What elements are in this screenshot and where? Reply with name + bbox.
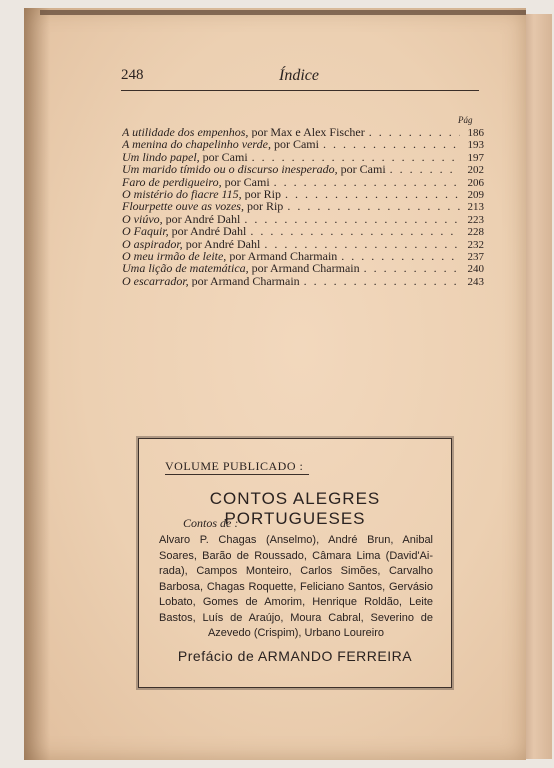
toc-entry-author: por Max e Alex Fischer <box>248 126 365 139</box>
toc-entry-page: 186 <box>467 127 484 139</box>
toc-entry <box>122 126 484 138</box>
page-column-label: Pág <box>458 115 473 125</box>
running-head: Índice <box>279 67 319 84</box>
box-subtitle: Contos de : <box>183 516 239 530</box>
table-of-contents <box>122 126 484 287</box>
toc-entry-page: 228 <box>467 226 484 238</box>
dot-leader <box>250 225 460 237</box>
toc-entry-title: O meu irmão de leite, <box>122 249 227 263</box>
dot-leader <box>369 126 460 138</box>
toc-entry-title: O viúvo, <box>122 212 163 226</box>
dot-leader <box>285 188 460 200</box>
toc-entry-title: Flourpette ouve as vozes, <box>122 200 244 213</box>
preface-credit: Prefácio de ARMANDO FERREIRA <box>177 648 413 664</box>
dot-leader <box>304 275 460 287</box>
toc-entry-page: 193 <box>467 139 484 151</box>
dot-leader <box>323 138 460 150</box>
toc-entry-page: 223 <box>467 213 484 226</box>
toc-entry <box>122 138 484 150</box>
toc-entry <box>122 163 484 175</box>
toc-entry-author: por Cami <box>270 138 319 151</box>
toc-entry-page: 209 <box>467 188 484 201</box>
toc-entry-title: A utilidade dos empenhos, <box>122 126 249 139</box>
toc-entry-page: 202 <box>467 164 484 176</box>
toc-entry-title: Uma lição de matemática, <box>122 262 249 275</box>
toc-entry <box>122 238 484 250</box>
toc-entry <box>122 188 484 200</box>
dot-leader <box>274 176 460 188</box>
toc-entry-title: O mistério do fiacre 115, <box>122 187 242 201</box>
toc-entry-author: por Cami <box>337 163 386 176</box>
dot-leader <box>341 250 460 262</box>
toc-entry-page: 240 <box>467 263 484 275</box>
toc-entry-page: 232 <box>467 238 484 250</box>
box-heading: VOLUME PUBLICADO : <box>165 459 304 473</box>
header-rule <box>121 90 479 91</box>
toc-entry-title: O Faquir, <box>122 225 169 238</box>
toc-entry-title: Um lindo papel, <box>122 150 200 164</box>
toc-entry-title: O escarrador, <box>122 274 189 288</box>
toc-entry-author: por Cami <box>221 175 270 188</box>
toc-entry-author: por Cami <box>199 150 248 164</box>
page-gutter-shadow <box>24 8 50 760</box>
dot-leader <box>244 213 460 225</box>
next-page-edge <box>522 14 552 759</box>
author-list: Alvaro P. Chagas (Anselmo), André Brun, Anibal Soares, Barão de Roussado, Câmara Lima (David'Ai-rada), Campos Monteiro, Carlos Simões, Carvalho Barbosa, Chagas Roquette, Feliciano Santos, Gervásio Lobato, Gomes de Amorim, Henrique Roldão, Leite Bastos, Luís de Araújo, Moura Cabral, Severino de Azevedo (Crispim), Urbano Loureiro <box>159 534 433 639</box>
toc-entry-author: por André Dahl <box>162 212 241 226</box>
book-title: CONTOS ALEGRES PORTUGUESES <box>209 489 381 528</box>
toc-entry-title: Faro de perdigueiro, <box>122 175 222 188</box>
toc-entry-page: 197 <box>467 151 484 164</box>
toc-entry-title: A menina do chapelinho verde, <box>122 138 271 151</box>
page-top-edge <box>40 10 526 15</box>
box-heading-underline <box>165 474 309 475</box>
toc-entry-title: O aspirador, <box>122 237 183 250</box>
dot-leader <box>252 151 460 163</box>
toc-entry-page: 243 <box>467 275 484 288</box>
toc-entry <box>122 151 484 163</box>
toc-entry-title: Um marido tímido ou o discurso inesperado, <box>122 163 338 176</box>
toc-entry <box>122 200 484 212</box>
toc-entry-author: por Armand Charmain <box>248 262 360 275</box>
dot-leader <box>287 200 460 212</box>
toc-entry-author: por André Dahl <box>182 237 261 250</box>
published-volume-box <box>138 438 452 688</box>
toc-entry-page: 206 <box>467 176 484 188</box>
toc-entry-author: por Rip <box>241 187 281 201</box>
dot-leader <box>390 163 460 175</box>
page-number: 248 <box>121 67 144 83</box>
toc-entry-author: por Rip <box>243 200 284 213</box>
toc-entry-page: 237 <box>467 250 484 263</box>
dot-leader <box>264 238 460 250</box>
toc-entry <box>122 225 484 237</box>
toc-entry <box>122 213 484 225</box>
toc-entry-author: por Armand Charmain <box>226 249 338 263</box>
toc-entry-page: 213 <box>467 201 484 213</box>
toc-entry-author: por André Dahl <box>168 225 247 238</box>
toc-entry-author: por Armand Charmain <box>188 274 300 288</box>
dot-leader <box>364 262 460 274</box>
toc-entry <box>122 262 484 274</box>
toc-entry <box>122 176 484 188</box>
toc-entry <box>122 275 484 287</box>
toc-entry <box>122 250 484 262</box>
